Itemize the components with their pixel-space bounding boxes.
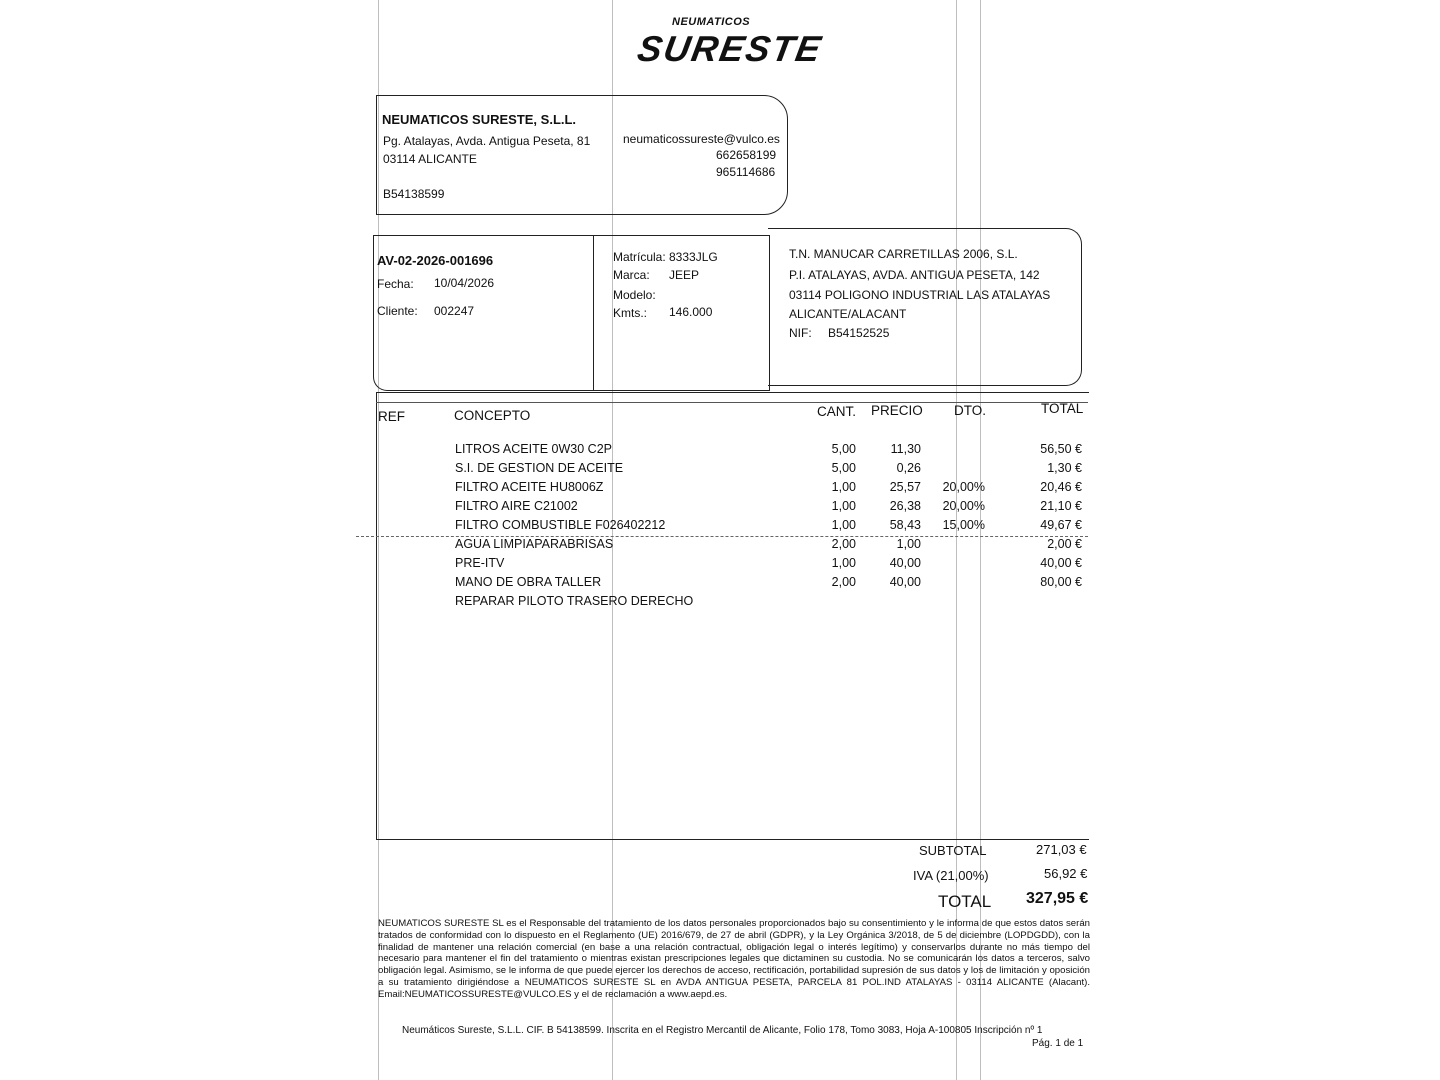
row-total: 21,10 € — [1040, 499, 1082, 513]
row-precio: 58,43 — [889, 518, 921, 532]
fecha-value: 10/04/2026 — [434, 276, 495, 290]
col-precio-header: PRECIO — [871, 403, 923, 418]
issuer-name: NEUMATICOS SURESTE, S.L.L. — [382, 112, 577, 127]
row-cant: 1,00 — [831, 556, 856, 570]
issuer-email: neumaticossureste@vulco.es — [623, 132, 780, 146]
total-value: 327,95 € — [1026, 890, 1089, 907]
table-row — [378, 556, 1088, 575]
table-row — [378, 480, 1088, 499]
row-total: 2,00 € — [1047, 537, 1082, 551]
row-cant: 5,00 — [831, 461, 856, 475]
total-label: TOTAL — [938, 892, 992, 911]
row-concepto: AGUA LIMPIAPARABRISAS — [455, 537, 614, 551]
row-precio: 40,00 — [889, 556, 921, 570]
issuer-phone2: 965114686 — [716, 165, 776, 179]
table-row — [378, 518, 1088, 537]
issuer-address1: Pg. Atalayas, Avda. Antigua Peseta, 81 — [383, 134, 591, 148]
row-cant: 1,00 — [831, 480, 856, 494]
table-row — [378, 461, 1088, 480]
row-cant: 1,00 — [831, 499, 856, 513]
col-concepto-header: CONCEPTO — [454, 408, 531, 423]
privacy-notice: NEUMATICOS SURESTE SL es el Responsable del tratamiento de los datos personales proporcionados bajo su consentimiento y le informa de que estos datos serán tratados de conformidad con lo dispuesto en el Reglamento (UE) 2016/679, de 27 de abril (GDPR), y la Ley Orgánica 3/2018, de 5 de diciembre (LOPDGDD), con la finalidad de mantener una relación comercial (en base a una relación contractual, obligación legal o interés legítimo) y conservarlos durante no más tiempo del necesario para mantener el fin del tratamiento o mientras existan prescripciones legales que dictaminen su custodia. No se comunicarán los datos a terceros, salvo obligación legal. Asimismo, se le informa de que puede ejercer los derechos de acceso, rectificación, portabilidad supresión de sus datos y los de limitación y oposición a su tratamiento dirigiéndose a NEUMATICOS SURESTE SL en AVDA ANTIGUA PESETA, PARCELA 81 POL.IND ATALAYAS - 03114 ALICANTE (Alacant). Email:NEUMATICOSSURESTE@VULCO.ES y el de reclamación a www.aepd.es. — [378, 918, 1090, 1000]
col-total-header: TOTAL — [1041, 401, 1084, 416]
col-dto-header: DTO. — [954, 403, 987, 418]
row-concepto: PRE-ITV — [455, 556, 505, 570]
row-concepto: MANO DE OBRA TALLER — [455, 575, 602, 589]
logo-small-text: NEUMATICOS — [672, 16, 751, 28]
row-precio: 11,30 — [890, 442, 921, 456]
row-concepto: FILTRO COMBUSTIBLE F026402212 — [455, 518, 666, 532]
row-total: 56,50 € — [1040, 442, 1082, 456]
cliente-value: 002247 — [434, 304, 475, 318]
page-number: Pág. 1 de 1 — [1032, 1038, 1084, 1049]
marca-label: Marca: — [613, 268, 650, 282]
marca-value: JEEP — [669, 268, 700, 282]
table-row — [378, 537, 1088, 556]
issuer-address2: 03114 ALICANTE — [383, 152, 477, 166]
kms-value: 146.000 — [669, 305, 713, 319]
row-total: 49,67 € — [1040, 518, 1082, 532]
matricula-label: Matrícula: — [613, 250, 666, 264]
row-cant: 2,00 — [831, 575, 856, 589]
row-total: 80,00 € — [1040, 575, 1082, 589]
table-row — [378, 575, 1088, 594]
iva-label: IVA (21,00%) — [913, 868, 989, 883]
invoice-number: AV-02-2026-001696 — [377, 253, 494, 268]
iva-value: 56,92 € — [1044, 866, 1088, 881]
row-dto: 20,00% — [942, 480, 985, 494]
row-concepto: FILTRO AIRE C21002 — [455, 499, 578, 513]
row-concepto: S.I. DE GESTION DE ACEITE — [455, 461, 624, 475]
issuer-phone1: 662658199 — [716, 148, 777, 162]
table-row — [378, 499, 1088, 518]
row-precio: 25,57 — [889, 480, 921, 494]
row-precio: 0,26 — [896, 461, 921, 475]
subtotal-value: 271,03 € — [1036, 842, 1087, 857]
customer-name: T.N. MANUCAR CARRETILLAS 2006, S.L. — [789, 247, 1018, 261]
kms-label: Kmts.: — [613, 306, 648, 320]
table-row — [378, 594, 1088, 613]
row-total: 20,46 € — [1040, 480, 1082, 494]
subtotal-label: SUBTOTAL — [919, 843, 987, 858]
table-row — [378, 442, 1088, 461]
col-cant-header: CANT. — [817, 404, 857, 419]
row-dto: 20,00% — [942, 499, 985, 513]
fecha-label: Fecha: — [377, 277, 414, 291]
row-cant: 5,00 — [831, 442, 856, 456]
company-logo — [610, 14, 826, 74]
row-concepto: REPARAR PILOTO TRASERO DERECHO — [455, 594, 694, 608]
row-dto: 15,00% — [942, 518, 985, 532]
modelo-label: Modelo: — [613, 288, 656, 302]
row-cant: 2,00 — [831, 537, 856, 551]
customer-address2: 03114 POLIGONO INDUSTRIAL LAS ATALAYAS — [789, 288, 1051, 302]
row-cant: 1,00 — [831, 518, 856, 532]
customer-nif-value: B54152525 — [828, 326, 890, 340]
registry-footer: Neumáticos Sureste, S.L.L. CIF. B 54138599. Inscrita en el Registro Mercantil de Alicante, Folio 178, Tomo 3083, Hoja A-100805 Inscripción nº 1 — [402, 1025, 1043, 1036]
customer-nif-label: NIF: — [789, 326, 812, 340]
row-precio: 1,00 — [896, 537, 921, 551]
matricula-value: 8333JLG — [669, 250, 718, 264]
logo-big-text: SURESTE — [634, 28, 826, 69]
col-ref-header: REF — [378, 409, 405, 424]
row-concepto: FILTRO ACEITE HU8006Z — [455, 480, 604, 494]
row-concepto: LITROS ACEITE 0W30 C2P — [455, 442, 612, 456]
row-precio: 26,38 — [889, 499, 921, 513]
customer-address3: ALICANTE/ALACANT — [789, 307, 907, 321]
row-total: 1,30 € — [1047, 461, 1082, 475]
row-precio: 40,00 — [889, 575, 921, 589]
cliente-label: Cliente: — [377, 304, 418, 318]
customer-address1: P.I. ATALAYAS, AVDA. ANTIGUA PESETA, 142 — [789, 268, 1040, 282]
issuer-tax-id: B54138599 — [383, 187, 445, 201]
row-total: 40,00 € — [1040, 556, 1082, 570]
